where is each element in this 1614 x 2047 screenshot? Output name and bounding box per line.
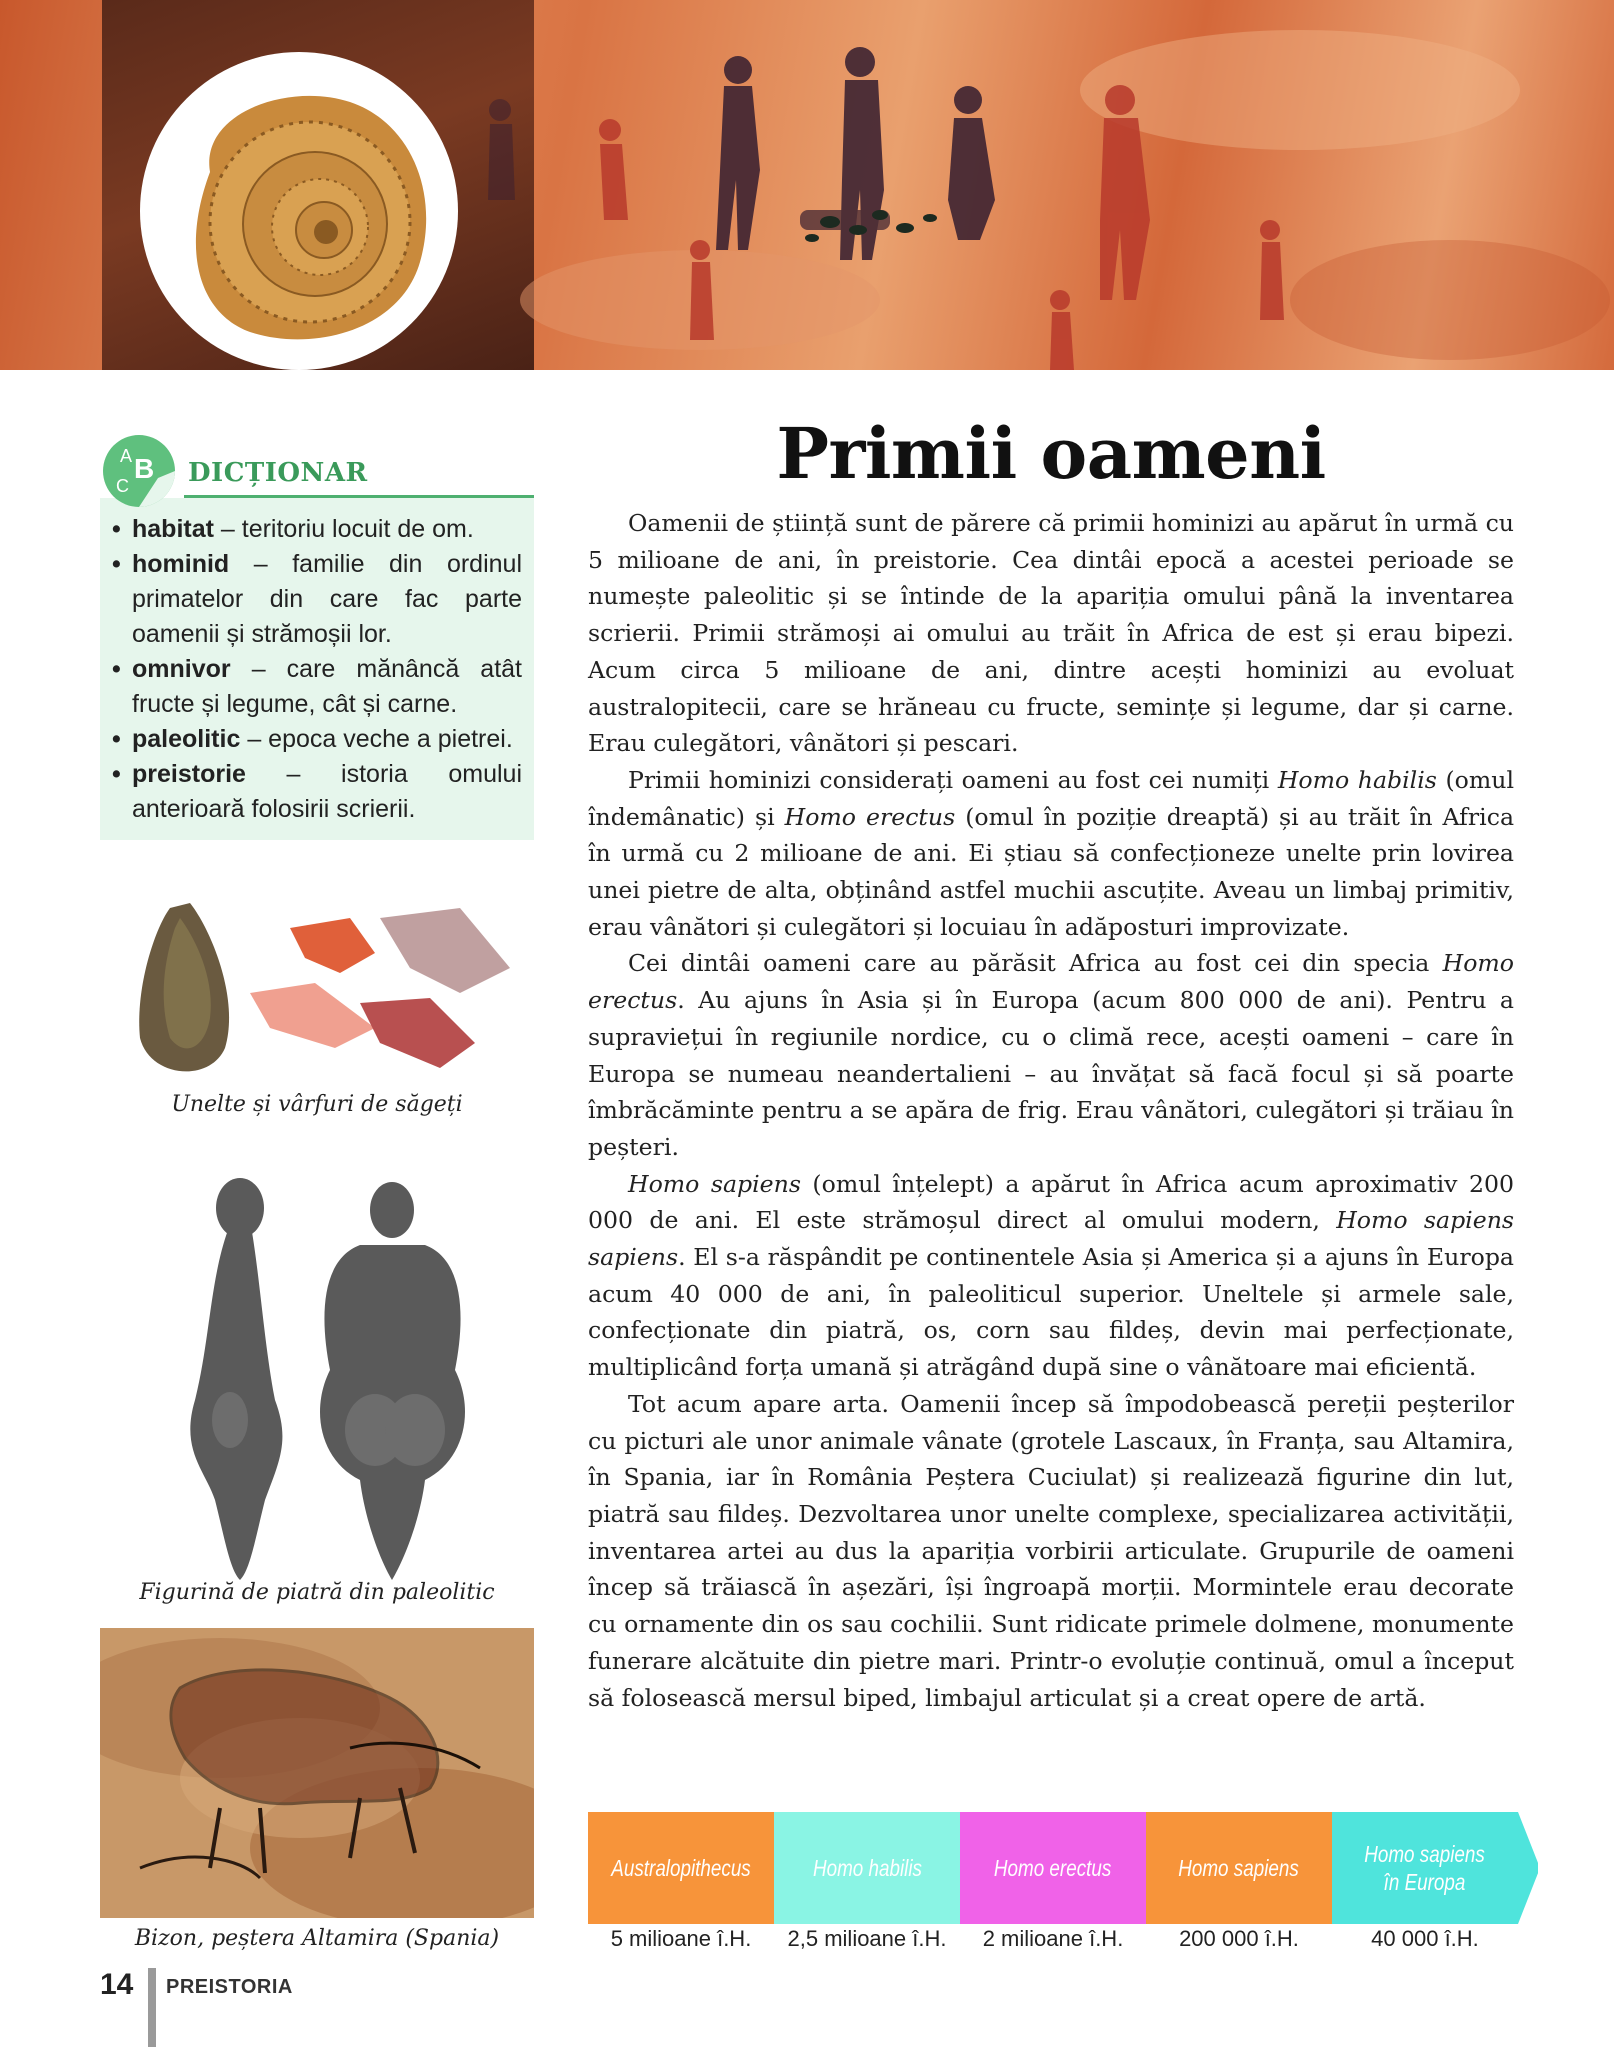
dictionary-term: paleolitic bbox=[132, 725, 241, 753]
text-run: Cei dintâi oameni care au părăsit Africa au fost cei din specia bbox=[628, 949, 1443, 978]
figurine-caption: Figurină de piatră din paleolitic bbox=[139, 1580, 495, 1605]
dictionary-box bbox=[100, 432, 534, 840]
tools-caption: Unelte și vârfuri de săgeți bbox=[171, 1092, 463, 1117]
body-paragraph bbox=[588, 1386, 1514, 1716]
badge-letter-a: A bbox=[120, 446, 133, 466]
species-name: Homo habilis bbox=[1277, 765, 1437, 794]
dictionary-term: hominid bbox=[132, 550, 230, 578]
dictionary-definition: – epoca veche a pietrei. bbox=[240, 725, 513, 753]
dictionary-underline bbox=[184, 495, 534, 498]
dictionary-term: preistorie bbox=[132, 760, 246, 788]
text-run: Oamenii de știință sunt de părere că primii hominizi au apărut în urmă cu 5 milioane de ani, în preistorie. Cea dintâi epocă a acestei perioade se numește paleolitic și se întinde de la apariția omului până la inventarea scrierii. Primii strămoși ai omului au trăit în Africa de est și erau bipezi. Acum circa 5 milioane de ani, dintre acești hominizi au evoluat australopitecii, care se hrăneau cu fructe, semințe și legume, dar și carne. Erau culegători, vânători și pescari. bbox=[588, 509, 1514, 758]
timeline-label: Homo habilis bbox=[812, 1855, 922, 1881]
hominid-timeline bbox=[588, 1812, 1538, 1924]
dictionary-definition: – care mănâncă atât fructe și legume, cât și carne. bbox=[132, 655, 522, 718]
bison-caption: Bizon, peștera Altamira (Spania) bbox=[134, 1926, 500, 1951]
abc-dictionary-icon bbox=[100, 432, 178, 510]
page-title: Primii oameni bbox=[776, 412, 1326, 495]
timeline-label: Homo erectus bbox=[994, 1855, 1112, 1881]
dictionary-term: omnivor bbox=[132, 655, 231, 683]
timeline-label: Australopithecus bbox=[611, 1855, 751, 1881]
timeline-date: 200 000 î.H. bbox=[1179, 1926, 1299, 1951]
dictionary-entry-preistorie bbox=[112, 757, 522, 827]
page-number: 14 bbox=[100, 1968, 134, 2001]
species-name: Homo erectus bbox=[588, 949, 1514, 1015]
species-name: Homo sapiens bbox=[628, 1169, 801, 1198]
body-paragraph bbox=[588, 945, 1514, 1165]
timeline-date: 40 000 î.H. bbox=[1371, 1926, 1479, 1951]
species-name: Homo erectus bbox=[784, 802, 956, 831]
species-name: Homo sapiens sapiens bbox=[588, 1206, 1514, 1272]
text-run: Primii hominizi considerați oameni au fost cei numiți bbox=[628, 765, 1278, 794]
body-text bbox=[588, 505, 1514, 1716]
timeline-dates bbox=[588, 1926, 1538, 1958]
stone-figurine-image bbox=[170, 1170, 500, 1590]
text-run: . Au ajuns în Asia și în Europa (acum 800 000 de ani). Pentru a supraviețui în regiunile nordice, cu o climă rece, acești oameni – care în Europa se numeau neandertalieni – au învățat să facă focul și să poarte îmbrăcăminte pentru a se apăra de frig. Erau vânători, culegători și trăiau în peșteri. bbox=[588, 986, 1514, 1161]
badge-letter-b: B bbox=[134, 453, 155, 484]
dictionary-definition: – teritoriu locuit de om. bbox=[213, 515, 474, 543]
body-paragraph bbox=[588, 505, 1514, 762]
dictionary-list bbox=[112, 512, 522, 827]
dictionary-entry-omnivor bbox=[112, 652, 522, 722]
text-run: (omul înțelept) a apărut în Africa acum aproximativ 200 000 de ani. El este strămoșul direct al omului modern, bbox=[588, 1169, 1514, 1235]
section-label: PREISTORIA bbox=[166, 1976, 293, 1998]
footer-divider bbox=[148, 1968, 156, 2047]
badge-letter-c: C bbox=[116, 476, 129, 496]
stone-tools-image bbox=[130, 888, 510, 1088]
text-run: (omul îndemânatic) și bbox=[588, 765, 1514, 831]
timeline-date: 5 milioane î.H. bbox=[610, 1926, 752, 1951]
dictionary-term: habitat bbox=[132, 515, 214, 543]
text-run: (omul în poziție dreaptă) și au trăit în Africa în urmă cu 2 milioane de ani. Ei știau să confecționeze unelte prin lovirea unei pietre de alta, obținând astfel muchii ascuțite. Aveau un limbaj primitiv, erau vânători și culegători și locuiau în adăposturi improvizate. bbox=[588, 802, 1515, 941]
ammonite-fossil-image bbox=[140, 52, 458, 370]
timeline-date: 2,5 milioane î.H. bbox=[787, 1926, 947, 1951]
dictionary-entry-paleolitic bbox=[112, 722, 522, 757]
body-paragraph bbox=[588, 1166, 1514, 1386]
altamira-bison-image bbox=[100, 1628, 534, 1918]
text-run: . El s-a răspândit pe continentele Asia și America și a ajuns în Europa acum 40 000 de ani, în paleoliticul superior. Uneltele și armele sale, confecționate din piatră, os, corn sau fildeș, devin mai perfecționate, multiplicând forța umană și atrăgând după sine o vânătoare mai eficientă. bbox=[588, 1243, 1514, 1382]
timeline-date: 2 milioane î.H. bbox=[982, 1926, 1124, 1951]
text-run: Tot acum apare arta. Oamenii încep să împodobească pereții peșterilor cu picturi ale unor animale vânate (grotele Lascaux, în Franța, sau Altamira, în Spania, iar în România Peștera Cuciulat) și realizează figurine din lut, piatră sau fildeș. Dezvoltarea unor unelte complexe, specializarea activității, inventarea artei au dus la apariția vorbirii articulate. Grupurile de oameni încep să trăiască în așezări, își îngroapă morții. Mormintele erau decorate cu ornamente din os sau cochilii. Sunt ridicate primele dolmene, monumente funerare alcătuite din pietre mari. Printr-o evoluție continuă, omul a început să folosească mersul biped, limbajul articulat și a creat opere de artă. bbox=[588, 1389, 1514, 1712]
timeline-label: Homo sapiens în Europa bbox=[1364, 1841, 1486, 1895]
timeline-label: Homo sapiens bbox=[1178, 1855, 1300, 1881]
dictionary-entry-habitat bbox=[112, 512, 522, 547]
body-paragraph bbox=[588, 762, 1514, 946]
cave-painting-banner bbox=[0, 0, 1614, 370]
dictionary-entry-hominid bbox=[112, 547, 522, 652]
dictionary-definition: – familie din ordinul primatelor din care fac parte oamenii și strămoșii lor. bbox=[132, 550, 522, 648]
dictionary-title: DICȚIONAR bbox=[188, 458, 368, 488]
dictionary-definition: – istoria omului anterioară folosirii scrierii. bbox=[132, 760, 522, 823]
